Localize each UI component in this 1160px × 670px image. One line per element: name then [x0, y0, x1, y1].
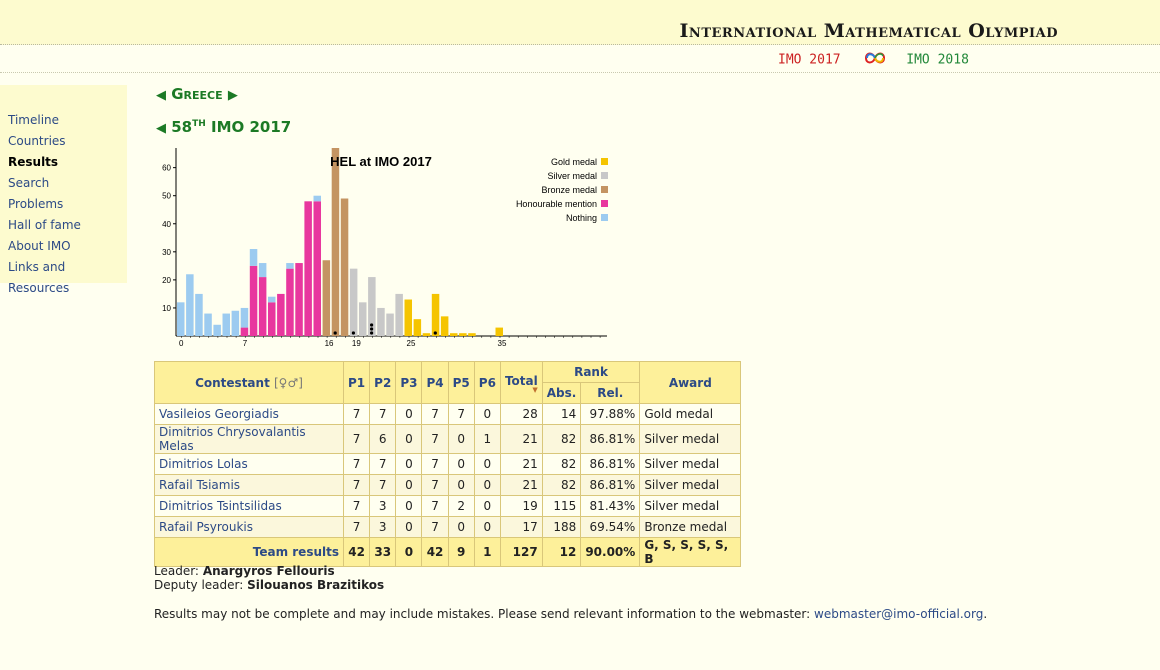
contestant-link[interactable]: Vasileios Georgiadis — [159, 407, 279, 421]
team-member-marker — [370, 327, 373, 330]
rank-abs: 188 — [542, 517, 581, 538]
sidebar-item-about-imo[interactable] — [8, 236, 127, 257]
country-heading — [156, 85, 238, 103]
contestant-link[interactable]: Dimitrios Tsintsilidas — [159, 499, 282, 513]
header-rel[interactable]: Rel. — [581, 383, 640, 404]
header-p2[interactable]: P2 — [370, 362, 396, 404]
problem-score: 0 — [396, 496, 422, 517]
bar-score-19-silver-medal[interactable] — [350, 269, 358, 336]
header-band — [0, 0, 1160, 45]
sidebar-item-links-and-resources[interactable] — [8, 257, 127, 295]
problem-score: 0 — [474, 496, 500, 517]
bar-score-18-bronze-medal[interactable] — [341, 199, 349, 336]
leader-line — [154, 564, 384, 578]
y-tick-label: 10 — [162, 303, 171, 313]
problem-score: 0 — [448, 475, 474, 496]
header-p5[interactable]: P5 — [448, 362, 474, 404]
sidebar-item-label[interactable]: Results — [8, 155, 59, 169]
x-tick-label: 35 — [497, 339, 507, 348]
x-tick-label: 19 — [351, 339, 361, 348]
legend-label: Nothing — [565, 213, 597, 223]
total-score: 21 — [500, 454, 542, 475]
bar-score-6-nothing[interactable] — [232, 311, 240, 336]
site-title[interactable]: International Mathematical Olympiad — [679, 20, 1058, 42]
table-row — [155, 454, 741, 475]
x-tick-label: 7 — [242, 339, 248, 348]
bar-score-1-nothing[interactable] — [186, 274, 194, 336]
contestant-cell — [155, 425, 344, 454]
contestant-link[interactable]: Rafail Tsiamis — [159, 478, 241, 492]
edition-heading — [156, 118, 291, 136]
rank-abs: 14 — [542, 404, 581, 425]
total-score: 21 — [500, 425, 542, 454]
contestant-cell — [155, 517, 344, 538]
total-score: 17 — [500, 517, 542, 538]
problem-score: 0 — [474, 454, 500, 475]
bar-score-17-bronze-medal[interactable] — [332, 148, 340, 336]
bar-score-4-nothing[interactable] — [213, 325, 221, 336]
total-score: 21 — [500, 475, 542, 496]
chart-bars — [177, 148, 503, 336]
bar-score-35-gold-medal[interactable] — [496, 328, 504, 336]
sort-desc-icon: ▼ — [532, 385, 538, 394]
problem-score: 0 — [474, 475, 500, 496]
problem-score: 0 — [396, 425, 422, 454]
header-contestant[interactable] — [155, 362, 344, 404]
sidebar-item-label[interactable]: Hall of fame — [8, 218, 81, 232]
contestant-link[interactable]: Dimitrios Lolas — [159, 457, 248, 471]
sidebar-item-timeline[interactable] — [8, 110, 127, 131]
rank-rel: 97.88% — [581, 404, 640, 425]
imo-logo-icon — [864, 51, 886, 69]
team-member-marker — [352, 331, 355, 334]
y-tick-label: 30 — [162, 247, 171, 257]
legend-label: Silver medal — [547, 171, 597, 181]
rank-abs: 115 — [542, 496, 581, 517]
problem-score: 3 — [370, 517, 396, 538]
problem-score: 7 — [344, 425, 370, 454]
team-problem-score: 33 — [370, 538, 396, 567]
bar-score-7-honourable-mention[interactable] — [241, 328, 249, 336]
team-member-marker — [434, 331, 437, 334]
rank-abs: 82 — [542, 475, 581, 496]
rank-rel: 86.81% — [581, 454, 640, 475]
table-row — [155, 475, 741, 496]
bar-score-8-honourable-mention[interactable] — [250, 266, 257, 336]
bar-score-15-honourable-mention[interactable] — [314, 201, 322, 336]
deputy-name: Silouanos Brazitikos — [247, 578, 385, 592]
table-row — [155, 517, 741, 538]
deputy-label: Deputy leader: — [154, 578, 244, 592]
bar-score-20-silver-medal[interactable] — [359, 302, 367, 336]
problem-score: 0 — [474, 404, 500, 425]
total-score: 28 — [500, 404, 542, 425]
contestant-cell — [155, 496, 344, 517]
edition-number: 58 — [171, 118, 193, 136]
header-p1[interactable]: P1 — [344, 362, 370, 404]
bar-score-8-nothing[interactable] — [250, 249, 257, 266]
bar-score-14-honourable-mention[interactable] — [304, 201, 312, 336]
chart-title: HEL at IMO 2017 — [330, 154, 432, 169]
problem-score: 0 — [396, 404, 422, 425]
bar-score-29-gold-medal[interactable] — [441, 316, 449, 336]
imo-year-nav — [778, 51, 969, 69]
score-histogram — [155, 145, 615, 350]
header-total[interactable] — [500, 362, 542, 404]
contestant-cell — [155, 404, 344, 425]
team-problem-score: 0 — [396, 538, 422, 567]
problem-score: 7 — [422, 425, 448, 454]
bar-score-0-nothing[interactable] — [177, 302, 185, 336]
problem-score: 1 — [474, 425, 500, 454]
chart-legend — [516, 157, 608, 223]
bar-score-27-gold-medal[interactable] — [423, 333, 431, 336]
team-member-marker — [334, 331, 337, 334]
award: Gold medal — [640, 404, 741, 425]
deputy-line — [154, 578, 384, 592]
header-p4[interactable]: P4 — [422, 362, 448, 404]
bar-score-7-nothing[interactable] — [241, 308, 249, 328]
sidebar-item-results[interactable] — [8, 152, 127, 173]
team-problem-score: 42 — [422, 538, 448, 567]
divider — [0, 72, 1160, 73]
team-results-row — [155, 538, 741, 567]
leader-label: Leader: — [154, 564, 199, 578]
sidebar-item-label[interactable]: Search — [8, 176, 50, 190]
sidebar — [0, 85, 127, 295]
rank-rel: 86.81% — [581, 425, 640, 454]
next-country-arrow-icon[interactable]: ▶ — [227, 88, 238, 103]
country-name: Greece — [171, 85, 223, 103]
problem-score: 7 — [344, 475, 370, 496]
team-total: 127 — [500, 538, 542, 567]
bar-score-16-bronze-medal[interactable] — [323, 260, 331, 336]
disclaimer-text: Results may not be complete and may include mistakes. Please send relevant information to the webmaster: — [154, 607, 811, 621]
legend-swatch — [601, 200, 608, 207]
rank-rel: 86.81% — [581, 475, 640, 496]
bar-score-13-honourable-mention[interactable] — [295, 263, 303, 336]
header-p6[interactable]: P6 — [474, 362, 500, 404]
team-award: G, S, S, S, S, B — [640, 538, 741, 567]
x-tick-label: 16 — [324, 339, 334, 348]
problem-score: 7 — [370, 475, 396, 496]
problem-score: 7 — [422, 454, 448, 475]
team-problem-score: 9 — [448, 538, 474, 567]
rank-abs: 82 — [542, 454, 581, 475]
bar-score-30-gold-medal[interactable] — [450, 333, 458, 336]
bar-score-25-gold-medal[interactable] — [405, 300, 413, 336]
problem-score: 7 — [344, 496, 370, 517]
legend-label: Honourable mention — [515, 199, 597, 209]
sidebar-item-label[interactable]: Links and Resources — [8, 260, 70, 295]
sidebar-item-label[interactable]: Problems — [8, 197, 64, 211]
gender-filter-icon[interactable]: [♀♂] — [274, 375, 303, 390]
sidebar-item-label[interactable]: Timeline — [8, 113, 60, 127]
bar-score-9-honourable-mention[interactable] — [259, 277, 267, 336]
award: Silver medal — [640, 454, 741, 475]
total-label: Total — [504, 373, 538, 388]
bar-score-15-nothing[interactable] — [314, 196, 322, 202]
problem-score: 6 — [370, 425, 396, 454]
y-tick-label: 20 — [162, 275, 171, 285]
problem-score: 7 — [370, 404, 396, 425]
problem-score: 7 — [370, 454, 396, 475]
bar-score-32-gold-medal[interactable] — [468, 333, 476, 336]
header-award[interactable]: Award — [640, 362, 741, 404]
results-table — [154, 361, 741, 567]
problem-score: 0 — [396, 454, 422, 475]
prev-country-arrow-icon[interactable]: ◀ — [156, 88, 166, 103]
next-imo-link[interactable]: IMO 2018 — [906, 52, 969, 68]
bar-score-12-honourable-mention[interactable] — [286, 269, 294, 336]
chart-team-markers — [334, 323, 437, 334]
sidebar-menu — [0, 85, 127, 295]
webmaster-email-link[interactable]: webmaster@imo-official.org — [814, 607, 984, 621]
prev-edition-arrow-icon[interactable]: ◀ — [156, 121, 166, 136]
award: Silver medal — [640, 475, 741, 496]
team-rank-rel: 90.00% — [581, 538, 640, 567]
x-tick-label: 25 — [406, 339, 416, 348]
problem-score: 0 — [474, 517, 500, 538]
problem-score: 7 — [422, 517, 448, 538]
sidebar-item-countries[interactable] — [8, 131, 127, 152]
header-abs[interactable]: Abs. — [542, 383, 581, 404]
contestant-cell — [155, 475, 344, 496]
disclaimer-end: . — [983, 607, 988, 621]
problem-score: 0 — [448, 425, 474, 454]
edition-name: IMO 2017 — [211, 118, 292, 136]
problem-score: 0 — [396, 475, 422, 496]
problem-score: 7 — [422, 404, 448, 425]
problem-score: 0 — [448, 454, 474, 475]
rank-abs: 82 — [542, 425, 581, 454]
problem-score: 7 — [344, 404, 370, 425]
legend-swatch — [601, 186, 608, 193]
contestant-label: Contestant — [195, 375, 270, 390]
bar-score-28-gold-medal[interactable] — [432, 294, 440, 336]
bar-score-10-nothing[interactable] — [268, 297, 276, 303]
team-results-label: Team results — [155, 538, 344, 567]
problem-score: 7 — [448, 404, 474, 425]
team-member-marker — [370, 323, 373, 326]
table-row — [155, 404, 741, 425]
problem-score: 7 — [422, 496, 448, 517]
team-problem-score: 1 — [474, 538, 500, 567]
bar-score-9-nothing[interactable] — [259, 263, 267, 277]
problem-score: 7 — [344, 454, 370, 475]
award: Silver medal — [640, 496, 741, 517]
contestant-cell — [155, 454, 344, 475]
bar-score-23-silver-medal[interactable] — [386, 314, 394, 336]
x-tick-label: 0 — [179, 339, 184, 348]
leader-name: Anargyros Fellouris — [202, 564, 335, 578]
sidebar-item-problems[interactable] — [8, 194, 127, 215]
rank-rel: 81.43% — [581, 496, 640, 517]
sidebar-item-label[interactable]: About IMO — [8, 239, 71, 253]
team-member-marker — [370, 331, 373, 334]
problem-score: 3 — [370, 496, 396, 517]
sidebar-item-hall-of-fame[interactable] — [8, 215, 127, 236]
award: Bronze medal — [640, 517, 741, 538]
bar-score-24-silver-medal[interactable] — [395, 294, 403, 336]
award: Silver medal — [640, 425, 741, 454]
team-problem-score: 42 — [344, 538, 370, 567]
legend-swatch — [601, 172, 608, 179]
bar-score-31-gold-medal[interactable] — [459, 333, 467, 336]
team-leaders — [154, 564, 384, 592]
legend-swatch — [601, 158, 608, 165]
sidebar-item-label[interactable]: Countries — [8, 134, 66, 148]
table-row — [155, 425, 741, 454]
problem-score: 7 — [422, 475, 448, 496]
bar-score-21-silver-medal[interactable] — [368, 277, 376, 336]
bar-score-11-honourable-mention[interactable] — [277, 294, 285, 336]
total-score: 19 — [500, 496, 542, 517]
legend-label: Gold medal — [550, 157, 597, 167]
problem-score: 2 — [448, 496, 474, 517]
bar-score-12-nothing[interactable] — [286, 263, 294, 269]
y-tick-label: 60 — [162, 163, 171, 173]
table-row — [155, 496, 741, 517]
bar-score-3-nothing[interactable] — [204, 314, 212, 336]
team-rank-abs: 12 — [542, 538, 581, 567]
bar-score-26-gold-medal[interactable] — [414, 319, 422, 336]
edition-suffix: TH — [192, 119, 206, 129]
bar-score-22-silver-medal[interactable] — [377, 308, 385, 336]
header-p3[interactable]: P3 — [396, 362, 422, 404]
problem-score: 0 — [448, 517, 474, 538]
header-rank: Rank — [542, 362, 640, 383]
legend-swatch — [601, 214, 608, 221]
contestant-link[interactable]: Dimitrios Chrysovalantis Melas — [159, 425, 306, 453]
legend-label: Bronze medal — [541, 185, 597, 195]
prev-imo-link[interactable]: IMO 2017 — [778, 52, 841, 68]
contestant-link[interactable]: Rafail Psyroukis — [159, 520, 254, 534]
problem-score: 7 — [344, 517, 370, 538]
sidebar-item-search[interactable] — [8, 173, 127, 194]
bar-score-5-nothing[interactable] — [223, 314, 231, 336]
bar-score-10-honourable-mention[interactable] — [268, 302, 276, 336]
bar-score-2-nothing[interactable] — [195, 294, 203, 336]
problem-score: 0 — [396, 517, 422, 538]
y-tick-label: 50 — [162, 191, 171, 201]
disclaimer — [154, 607, 987, 621]
rank-rel: 69.54% — [581, 517, 640, 538]
y-tick-label: 40 — [162, 219, 171, 229]
